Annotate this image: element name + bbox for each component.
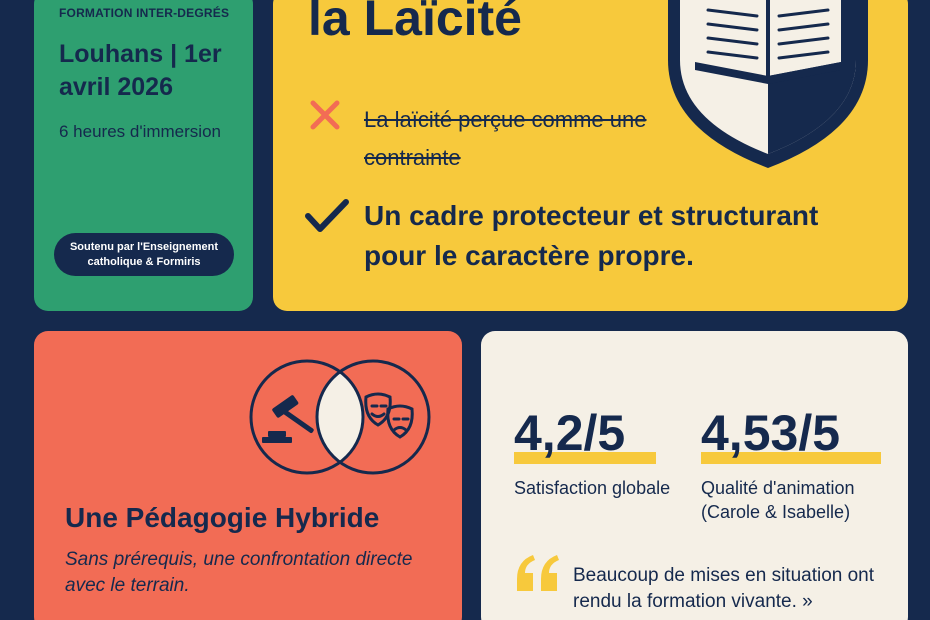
training-type-label: FORMATION INTER-DEGRÉS [59,6,230,20]
shield-book-icon [663,0,873,170]
laicite-title: la Laïcité [308,0,522,46]
pedagogy-card [34,331,462,620]
event-info-card [34,0,253,311]
theater-masks-icon [366,394,413,437]
check-icon [303,196,351,236]
pedagogy-heading: Une Pédagogie Hybride [65,502,380,533]
venn-diagram-icon [244,359,436,477]
affirmed-statement: Un cadre protecteur et structurant pour le caractère propre. [364,200,819,271]
quote-icon [513,551,563,597]
animation-label: Qualité d'animation (Carole & Isabelle) [701,478,855,522]
rejected-statement: La laïcité perçue comme une contrainte [364,107,647,170]
satisfaction-label: Satisfaction globale [514,478,671,498]
cross-icon [308,98,342,132]
testimonial-quote: Beaucoup de mises en situation ont rendu la formation vivante. » [573,565,875,612]
support-badge: Soutenu par l'Enseignement catholique & Formiris [54,233,234,276]
place-date: Louhans | 1er avril 2026 [59,40,222,101]
duration-text: 6 heures d'immersion [59,122,221,141]
pedagogy-subheading: Sans prérequis, une confrontation directe avec le terrain. [65,549,413,596]
evaluation-card [481,331,908,620]
satisfaction-score: 4,2/5 [514,405,626,461]
animation-score: 4,53/5 [701,405,841,461]
laicite-card [273,0,908,311]
gavel-icon [262,394,314,443]
